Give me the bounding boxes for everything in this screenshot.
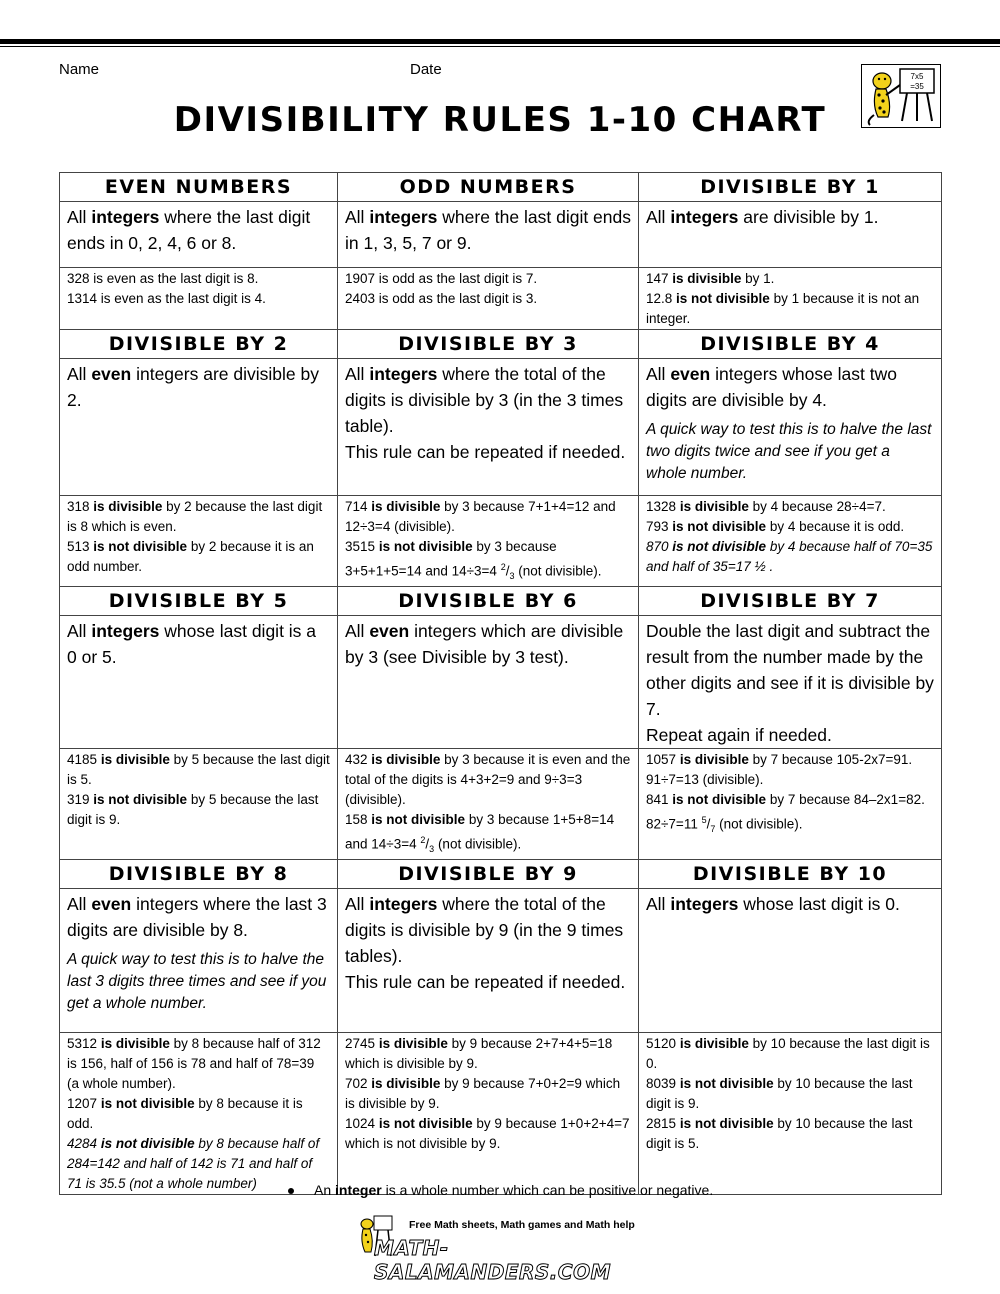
example-row [60,496,942,587]
header-row [60,860,942,889]
rule-divisible-5: All integers whose last digit is a 0 or 5. [60,616,338,749]
rule-divisible-8: All even integers where the last 3 digits are divisible by 8. A quick way to test this is to halve the last 3 digits three times and see if you get a whole number. [60,889,338,1033]
header-odd-numbers: ODD NUMBERS [338,173,639,202]
header-divisible-by-5: DIVISIBLE BY 5 [60,587,338,616]
rule-row [60,889,942,1033]
example-divisible-8: 5312 is divisible by 8 because half of 312 is 156, half of 156 is 78 and half of 78=39 (a whole number). 1207 is not divisible by 8 because it is odd. 4284 is not divisible by 8 because half of 284=142 and half of 142 is 71 and half of 71 is 35.5 (not a whole number) [60,1033,338,1195]
name-label: Name [59,61,100,78]
board-text-top: 7x5 [910,72,924,81]
example-divisible-6: 432 is divisible by 3 because it is even and the total of the digits is 4+3+2=9 and 9÷3=3 (divisible). 158 is not divisible by 3 because 1+5+8=14 and 14÷3=4 $^2/_3$ (not divisible). [338,749,639,860]
example-divisible-5: 4185 is divisible by 5 because the last digit is 5. 319 is not divisible by 5 because the last digit is 9. [60,749,338,860]
rule-divisible-6: All even integers which are divisible by 3 (see Divisible by 3 test). [338,616,639,749]
header-row [60,587,942,616]
rule-row [60,616,942,749]
tip-divisible-8: A quick way to test this is to halve the last 3 digits three times and see if you get a whole number. [67,951,327,1013]
header-divisible-by-6: DIVISIBLE BY 6 [338,587,639,616]
example-divisible-2: 318 is divisible by 2 because the last digit is 8 which is even. 513 is not divisible by 2 because it is an odd number. [60,496,338,587]
example-divisible-10: 5120 is divisible by 10 because the last digit is 0. 8039 is not divisible by 10 because the last digit is 9. 2815 is not divisible by 10 because the last digit is 5. [639,1033,942,1195]
footer-logo[interactable] [356,1214,646,1284]
example-divisible-9: 2745 is divisible by 9 because 2+7+4+5=18 which is divisible by 9. 702 is divisible by 9 because 7+0+2=9 which is divisible by 9. 1024 is not divisible by 9 because 1+0+2+4=7 which is not divisible by 9. [338,1033,639,1195]
header-divisible-by-8: DIVISIBLE BY 8 [60,860,338,889]
rule-divisible-2: All even integers are divisible by 2. [60,359,338,496]
rule-divisible-3: All integers where the total of the digits is divisible by 3 (in the 3 times table). This rule can be repeated if needed. [338,359,639,496]
rule-divisible-9: All integers where the total of the digits is divisible by 9 (in the 9 times tables). This rule can be repeated if needed. [338,889,639,1033]
rule-odd: All integers where the last digit ends in 1, 3, 5, 7 or 9. [338,202,639,268]
example-divisible-3: 714 is divisible by 3 because 7+1+4=12 and 12÷3=4 (divisible). 3515 is not divisible by 3 because 3+5+1+5=14 and 14÷3=4 $^2/_3$ (not divisible). [338,496,639,587]
example-divisible-7: 1057 is divisible by 7 because 105-2x7=91. 91÷7=13 (divisible). 841 is not divisible by 7 because 84–2x1=82. 82÷7=11 $^5/_7$ (not divisible). [639,749,942,860]
header-divisible-by-1: DIVISIBLE BY 1 [639,173,942,202]
header-row [60,330,942,359]
rule-divisible-10: All integers whose last digit is 0. [639,889,942,1033]
page-title: DIVISIBILITY RULES 1-10 CHART [173,100,827,140]
top-rule-thick [0,39,1000,44]
header-divisible-by-7: DIVISIBLE BY 7 [639,587,942,616]
rule-divisible-4: All even integers whose last two digits are divisible by 4. A quick way to test this is to halve the last two digits twice and see if you get a whole number. [639,359,942,496]
header-divisible-by-9: DIVISIBLE BY 9 [338,860,639,889]
rule-divisible-7: Double the last digit and subtract the result from the number made by the other digits and see if it is divisible by 7. Repeat again if needed. [639,616,942,749]
footer-brand-link[interactable]: MATH-SALAMANDERS.COM [374,1236,611,1284]
bullet-icon [288,1188,294,1194]
example-row [60,268,942,330]
integer-footnote: An integer is a whole number which can be positive or negative. [288,1182,713,1198]
rule-divisible-1: All integers are divisible by 1. [639,202,942,268]
date-label: Date [410,61,442,78]
header-divisible-by-3: DIVISIBLE BY 3 [338,330,639,359]
example-row [60,749,942,860]
header-divisible-by-10: DIVISIBLE BY 10 [639,860,942,889]
divisibility-table [59,172,942,1195]
header-divisible-by-4: DIVISIBLE BY 4 [639,330,942,359]
header-even-numbers: EVEN NUMBERS [60,173,338,202]
example-divisible-1: 147 is divisible by 1. 12.8 is not divisible by 1 because it is not an integer. [639,268,942,330]
header-divisible-by-2: DIVISIBLE BY 2 [60,330,338,359]
header-row [60,173,942,202]
tip-divisible-4: A quick way to test this is to halve the last two digits twice and see if you get a whole number. [646,421,932,482]
example-row [60,1033,942,1195]
top-rule-thin [0,46,1000,47]
footer-tagline: Free Math sheets, Math games and Math help [409,1219,635,1231]
rule-row [60,359,942,496]
rule-even: All integers where the last digit ends in 0, 2, 4, 6 or 8. [60,202,338,268]
board-text-bottom: =35 [910,82,924,91]
rule-row [60,202,942,268]
example-odd: 1907 is odd as the last digit is 7. 2403 is odd as the last digit is 3. [338,268,639,330]
example-even: 328 is even as the last digit is 8. 1314 is even as the last digit is 4. [60,268,338,330]
example-divisible-4: 1328 is divisible by 4 because 28÷4=7. 793 is not divisible by 4 because it is odd. 870 is not divisible by 4 because half of 70=35 and half of 35=17 ½ . [639,496,942,587]
